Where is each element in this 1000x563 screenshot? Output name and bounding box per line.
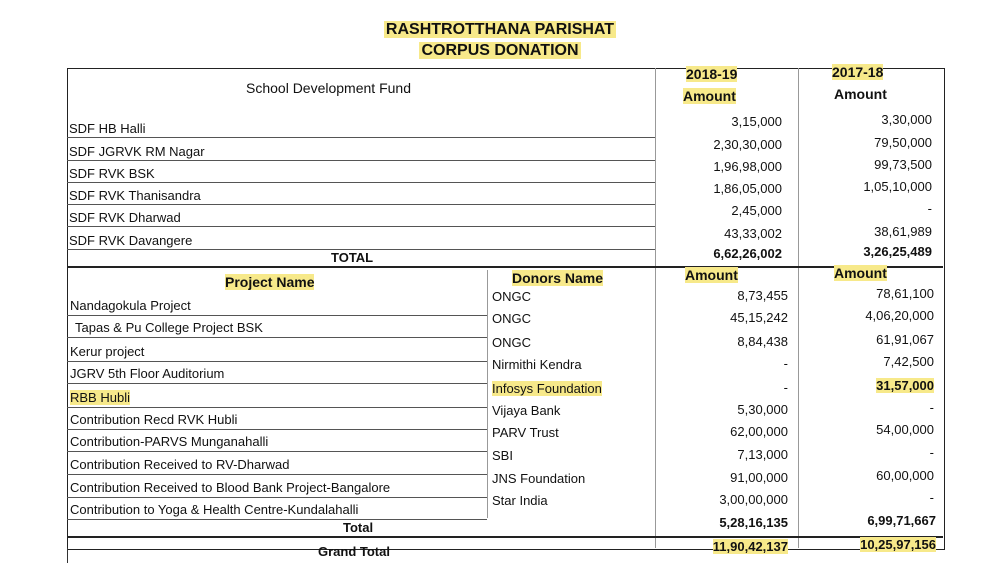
sdf-row-name: SDF RVK Davangere bbox=[69, 233, 193, 248]
col-header-2018: 2018-19 bbox=[686, 66, 738, 82]
sdf-row-rule bbox=[67, 160, 655, 161]
sdf-row-2018: 43,33,002 bbox=[724, 226, 782, 241]
project-row-donor: Vijaya Bank bbox=[492, 403, 561, 418]
sdf-row-name: SDF RVK BSK bbox=[69, 166, 155, 181]
column-divider-2018 bbox=[655, 68, 656, 548]
project-row-donor: Star India bbox=[492, 493, 548, 508]
sdf-row-name: SDF JGRVK RM Nagar bbox=[69, 144, 205, 159]
project-row-2018: - bbox=[783, 356, 788, 371]
project-total-2017: 6,99,71,667 bbox=[867, 513, 936, 528]
sdf-row-2018: 2,45,000 bbox=[731, 203, 782, 218]
project-row-rule bbox=[67, 429, 487, 430]
project-row-rule bbox=[67, 315, 487, 316]
sdf-row-rule bbox=[67, 204, 655, 205]
sdf-row-rule bbox=[67, 137, 655, 138]
title-line-1: RASHTROTTHANA PARISHAT bbox=[385, 21, 615, 38]
sdf-row-2017: 3,30,000 bbox=[881, 112, 932, 127]
project-row-rule bbox=[67, 474, 487, 475]
project-row-2017: 31,57,000 bbox=[876, 378, 934, 393]
project-row-2017: 61,91,067 bbox=[876, 332, 934, 347]
project-row-2018: 45,15,242 bbox=[730, 310, 788, 325]
project-row-donor: JNS Foundation bbox=[492, 471, 586, 486]
sdf-row-2017: - bbox=[927, 201, 932, 216]
sdf-total-2017: 3,26,25,489 bbox=[863, 244, 932, 259]
project-row-name: Tapas & Pu College Project BSK bbox=[75, 320, 263, 335]
sdf-row-2018: 3,15,000 bbox=[731, 114, 782, 129]
grand-total-2018: 11,90,42,137 bbox=[712, 539, 788, 554]
project-row-name: Contribution Recd RVK Hubli bbox=[70, 412, 238, 427]
project-row-2017: 60,00,000 bbox=[876, 468, 934, 483]
project-row-name: RBB Hubli bbox=[70, 390, 130, 405]
title-line-2: CORPUS DONATION bbox=[421, 42, 579, 59]
sdf-total-label: TOTAL bbox=[331, 250, 374, 265]
grand-total-label: Grand Total bbox=[318, 544, 390, 559]
project-total-label: Total bbox=[343, 520, 374, 535]
project-row-2018: 5,30,000 bbox=[737, 402, 788, 417]
project-row-name: Contribution Received to Blood Bank Project-Bangalore bbox=[70, 480, 391, 495]
sdf-row-2017: 1,05,10,000 bbox=[863, 179, 932, 194]
col-header-2017: 2017-18 bbox=[832, 64, 884, 80]
project-row-name: JGRV 5th Floor Auditorium bbox=[70, 366, 225, 381]
project-row-donor: PARV Trust bbox=[492, 425, 559, 440]
project-row-name: Nandagokula Project bbox=[70, 298, 191, 313]
project-row-donor: ONGC bbox=[492, 335, 531, 350]
sdf-row-2017: 38,61,989 bbox=[874, 224, 932, 239]
project-row-2018: 62,00,000 bbox=[730, 424, 788, 439]
project-row-2017: 78,61,100 bbox=[876, 286, 934, 301]
project-row-name: Contribution-PARVS Munganahalli bbox=[70, 434, 269, 449]
grand-total-2017: 10,25,97,156 bbox=[860, 537, 936, 552]
column-divider-donor bbox=[487, 270, 488, 518]
project-row-rule bbox=[67, 337, 487, 338]
project-row-2017: 7,42,500 bbox=[883, 354, 934, 369]
project-row-donor: ONGC bbox=[492, 289, 531, 304]
project-row-2018: 3,00,00,000 bbox=[719, 492, 788, 507]
project-row-2017: - bbox=[929, 490, 934, 505]
project-name-header: Project Name bbox=[225, 274, 315, 290]
project-row-2018: - bbox=[783, 380, 788, 395]
sdf-row-2018: 2,30,30,000 bbox=[713, 137, 782, 152]
project-row-2017: 4,06,20,000 bbox=[865, 308, 934, 323]
project-row-rule bbox=[67, 519, 487, 520]
sdf-row-2018: 1,96,98,000 bbox=[713, 159, 782, 174]
project-row-donor: SBI bbox=[492, 448, 513, 463]
sdf-row-rule bbox=[67, 226, 655, 227]
project-total-2018: 5,28,16,135 bbox=[719, 515, 788, 530]
sdf-heading: School Development Fund bbox=[246, 80, 411, 96]
project-row-name: Contribution to Yoga & Health Centre-Kundalahalli bbox=[70, 502, 359, 517]
donor-name-header: Donors Name bbox=[512, 270, 604, 286]
sdf-total-rule bbox=[67, 266, 943, 268]
project-row-donor: Nirmithi Kendra bbox=[492, 357, 582, 372]
sdf-row-name: SDF RVK Thanisandra bbox=[69, 188, 201, 203]
sdf-row-2018: 1,86,05,000 bbox=[713, 181, 782, 196]
project-row-donor: ONGC bbox=[492, 311, 531, 326]
project-amount-header-2018: Amount bbox=[685, 267, 738, 283]
project-row-donor: Infosys Foundation bbox=[492, 381, 602, 396]
project-row-rule bbox=[67, 497, 487, 498]
sdf-row-name: SDF HB Halli bbox=[69, 121, 146, 136]
project-row-2018: 91,00,000 bbox=[730, 470, 788, 485]
amount-header-2017: Amount bbox=[834, 86, 887, 102]
sdf-total-2018: 6,62,26,002 bbox=[713, 246, 782, 261]
column-divider-2017 bbox=[798, 68, 799, 548]
project-row-rule bbox=[67, 451, 487, 452]
project-row-rule bbox=[67, 361, 487, 362]
project-row-2017: - bbox=[929, 400, 934, 415]
frame-tail bbox=[67, 548, 68, 563]
project-row-rule bbox=[67, 407, 487, 408]
project-row-rule bbox=[67, 383, 487, 384]
project-row-name: Contribution Received to RV-Dharwad bbox=[70, 457, 290, 472]
sdf-row-2017: 79,50,000 bbox=[874, 135, 932, 150]
sdf-row-name: SDF RVK Dharwad bbox=[69, 210, 181, 225]
project-row-2018: 7,13,000 bbox=[737, 447, 788, 462]
project-row-2018: 8,73,455 bbox=[737, 288, 788, 303]
amount-header-2018: Amount bbox=[683, 88, 736, 104]
sdf-row-rule bbox=[67, 182, 655, 183]
project-row-2018: 8,84,438 bbox=[737, 334, 788, 349]
project-row-name: Kerur project bbox=[70, 344, 145, 359]
project-row-2017: 54,00,000 bbox=[876, 422, 934, 437]
project-row-2017: - bbox=[929, 445, 934, 460]
sdf-row-2017: 99,73,500 bbox=[874, 157, 932, 172]
project-amount-header-2017: Amount bbox=[834, 265, 887, 281]
